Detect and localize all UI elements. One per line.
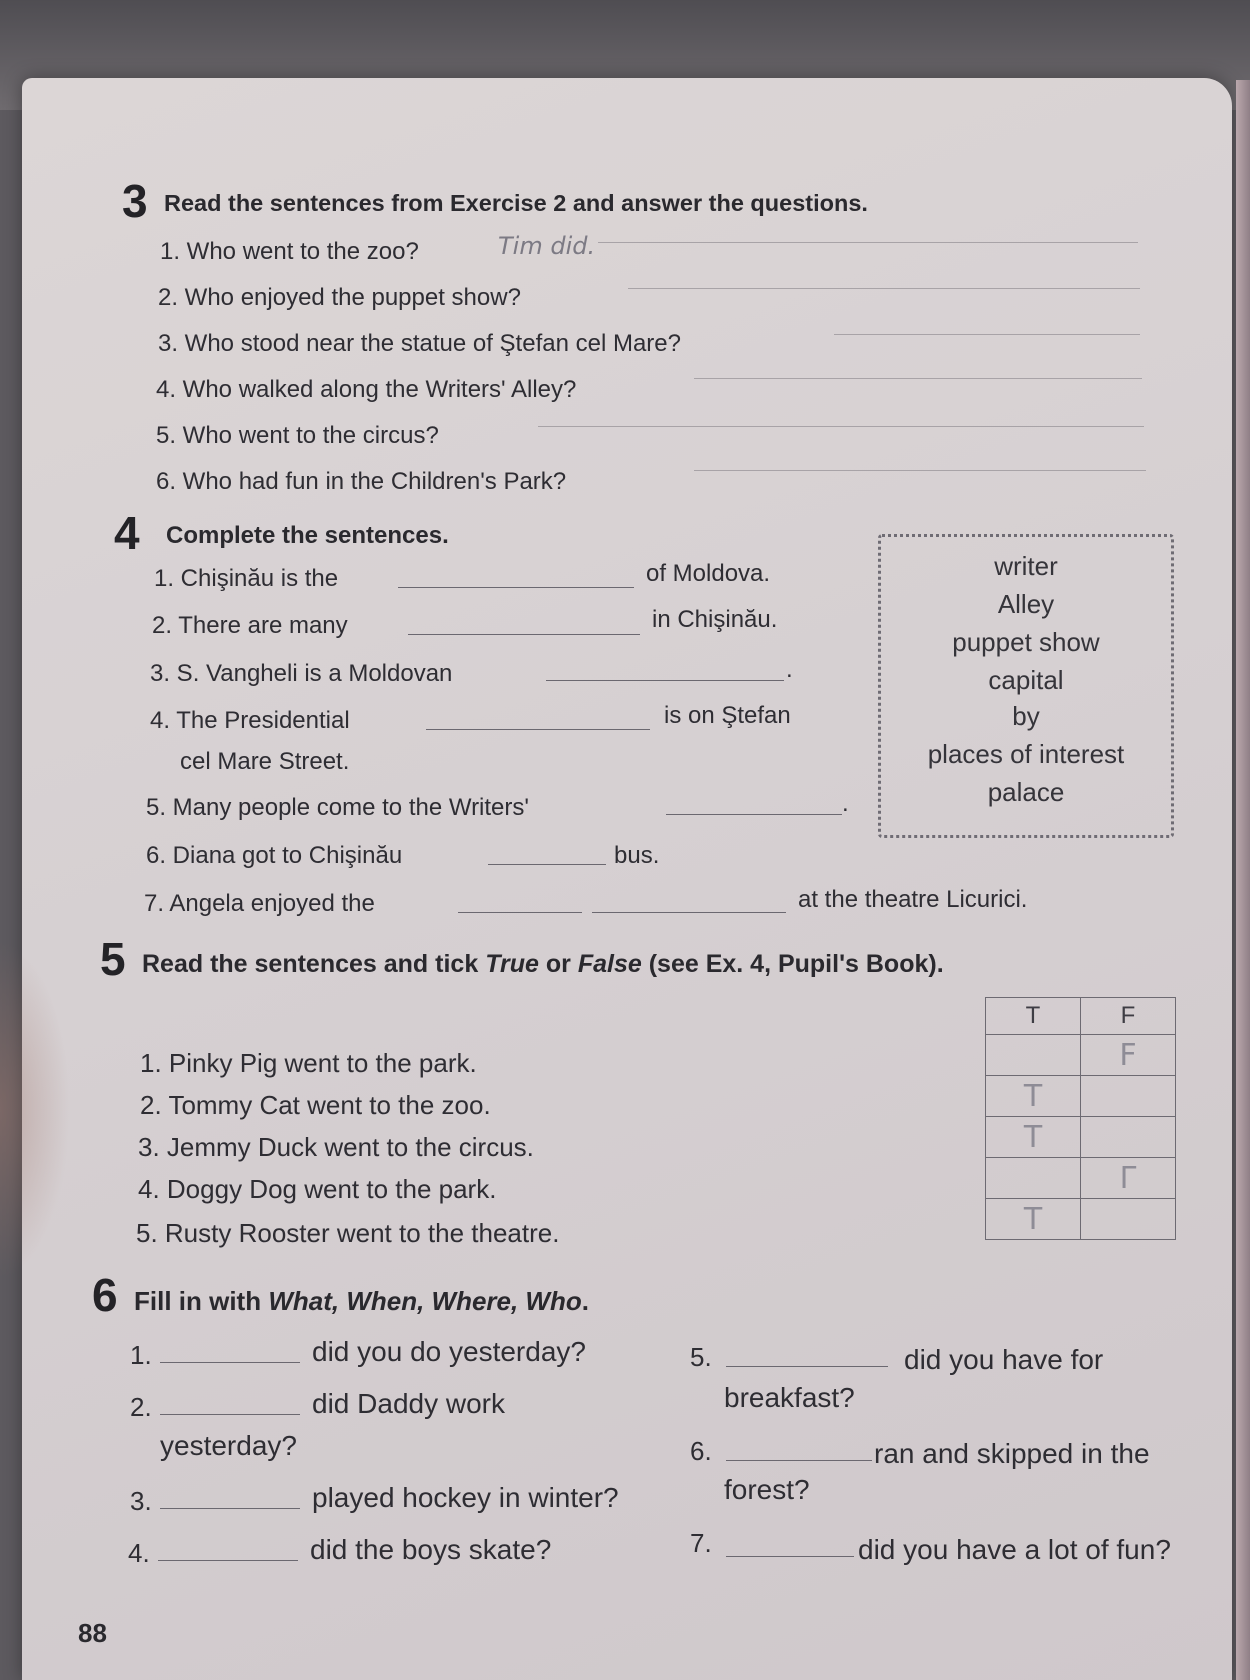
ex3-answer-line-2 [628,288,1140,289]
ex6-blank-7 [726,1556,854,1557]
ex4-sentence-4c: cel Mare Street. [180,748,350,775]
exercise-3-number: 3 [122,175,148,227]
ex3-answer-line-5 [538,426,1144,427]
ex4-blank-3 [546,680,784,681]
table-row [986,1035,1176,1076]
ex6-item-6: ran and skipped in the [874,1438,1150,1469]
word-box-item: writer [994,551,1058,581]
ex6-number-6: 6. [690,1436,712,1466]
ex6-item-5: did you have for [904,1344,1104,1375]
ex4-sentence-4a: 4. The Presidential [150,707,350,734]
ex5-title-part: (see Ex. 4, Pupil's Book). [641,950,944,978]
ex6-blank-1 [160,1362,300,1363]
tick-cell-false[interactable]: Γ [1081,1158,1176,1199]
table-header-row [986,998,1176,1035]
table-row [986,1199,1176,1240]
tick-cell-false[interactable] [1081,1076,1176,1117]
ex5-title-part: Read the sentences and tick [142,950,486,978]
ex6-number-2: 2. [130,1392,152,1422]
ex5-item-5: 5. Rusty Rooster went to the theatre. [136,1218,560,1248]
true-false-table [985,997,1176,1240]
table-row [986,1076,1176,1117]
exercise-3-title: Read the sentences from Exercise 2 and answer the questions. [164,190,868,216]
tick-cell-false[interactable] [1081,1117,1176,1158]
ex4-sentence-3a: 3. S. Vangheli is a Moldovan [150,660,453,687]
finger-shadow [0,940,70,1280]
ex3-answer-line-4 [694,378,1142,379]
ex6-title-part: Fill in with [134,1286,269,1316]
ex4-blank-5 [666,814,842,815]
ex4-blank-4 [426,729,650,730]
ex6-item-1: did you do yesterday? [312,1336,586,1367]
ex4-sentence-6b: bus. [614,842,660,869]
exercise-6-number: 6 [92,1269,118,1321]
exercise-5-title [142,950,944,979]
ex5-item-1: 1. Pinky Pig went to the park. [140,1048,477,1078]
ex4-sentence-2b: in Chişinău. [652,606,778,633]
ex6-number-1: 1. [130,1340,152,1370]
ex4-sentence-5b: . [842,790,849,817]
ex3-answer-line-1 [598,242,1138,243]
tick-cell-true[interactable]: T [986,1117,1081,1158]
ex3-question-5: 5. Who went to the circus? [156,422,439,449]
ex6-item-5b: breakfast? [724,1382,855,1413]
exercise-6-title [134,1286,589,1317]
tick-cell-true[interactable]: T [986,1076,1081,1117]
ex6-blank-3 [160,1508,300,1509]
ex3-question-4: 4. Who walked along the Writers' Alley? [156,376,577,403]
ex4-sentence-6a: 6. Diana got to Chişinău [146,842,403,869]
ex4-sentence-7a: 7. Angela enjoyed the [144,890,375,917]
ex6-item-2b: yesterday? [160,1430,297,1461]
word-box-item: places of interest [927,739,1125,769]
ex4-sentence-7b: at the theatre Licurici. [798,886,1028,913]
ex6-title-part: . [581,1286,589,1316]
table-row [986,1158,1176,1199]
ex3-question-6: 6. Who had fun in the Children's Park? [156,468,567,495]
word-box-item: by [1012,701,1040,731]
header-false: F [1081,998,1176,1035]
tick-cell-true[interactable]: T [986,1199,1081,1240]
ex4-blank-7b [592,912,786,913]
ex6-item-3: played hockey in winter? [312,1482,619,1513]
ex6-number-4: 4. [128,1538,150,1568]
exercise-5-number: 5 [100,933,126,985]
page-number: 88 [78,1618,107,1648]
ex6-blank-2 [160,1414,300,1415]
header-true: T [986,998,1081,1035]
ex4-sentence-1b: of Moldova. [646,560,771,587]
word-box-item: capital [988,665,1064,695]
ex3-question-3: 3. Who stood near the statue of Ştefan cel Mare? [158,330,681,357]
exercise-4-number: 4 [114,507,140,559]
word-box-item: palace [987,777,1065,807]
ex4-blank-7a [458,912,582,913]
ex4-blank-1 [398,587,634,588]
ex6-item-7: did you have a lot of fun? [858,1534,1171,1565]
tick-cell-false[interactable]: F [1081,1035,1176,1076]
ex6-number-7: 7. [690,1528,712,1558]
ex4-sentence-2a: 2. There are many [152,612,348,639]
table-row [986,1117,1176,1158]
ex3-question-2: 2. Who enjoyed the puppet show? [158,284,521,311]
ex5-item-4: 4. Doggy Dog went to the park. [138,1174,497,1204]
ex6-item-2: did Daddy work [312,1388,505,1419]
ex6-item-4: did the boys skate? [310,1534,552,1565]
ex5-title-true: True [485,950,539,978]
ex5-title-false: False [577,950,642,978]
ex6-blank-6 [726,1460,872,1461]
ex3-answer-line-3 [834,334,1140,335]
ex4-blank-6 [488,864,606,865]
ex4-sentence-3b: . [786,656,793,683]
ex3-answer-1: Tim did. [498,232,596,260]
tick-cell-true[interactable] [986,1035,1081,1076]
ex6-blank-5 [726,1366,888,1367]
ex5-item-2: 2. Tommy Cat went to the zoo. [140,1090,491,1120]
ex5-item-3: 3. Jemmy Duck went to the circus. [138,1132,534,1162]
ex4-sentence-5a: 5. Many people come to the Writers' [146,794,529,821]
tick-cell-true[interactable] [986,1158,1081,1199]
ex6-blank-4 [158,1560,298,1561]
exercise-4-title: Complete the sentences. [166,522,449,549]
ex6-number-5: 5. [690,1342,712,1372]
ex4-sentence-1a: 1. Chişinău is the [154,565,339,592]
tick-cell-false[interactable] [1081,1199,1176,1240]
word-box-item: Alley [997,589,1055,619]
ex6-item-6b: forest? [724,1474,810,1505]
ex6-title-words: What, When, Where, Who [268,1286,582,1316]
page-edge [1236,80,1250,1680]
ex3-answer-line-6 [694,470,1146,471]
ex3-question-1: 1. Who went to the zoo? [160,238,419,265]
ex4-sentence-4b: is on Ştefan [664,702,791,729]
ex6-number-3: 3. [130,1486,152,1516]
ex5-title-part: or [538,950,578,978]
word-box-item: puppet show [952,627,1100,657]
ex4-blank-2 [408,634,640,635]
word-box [878,534,1174,838]
